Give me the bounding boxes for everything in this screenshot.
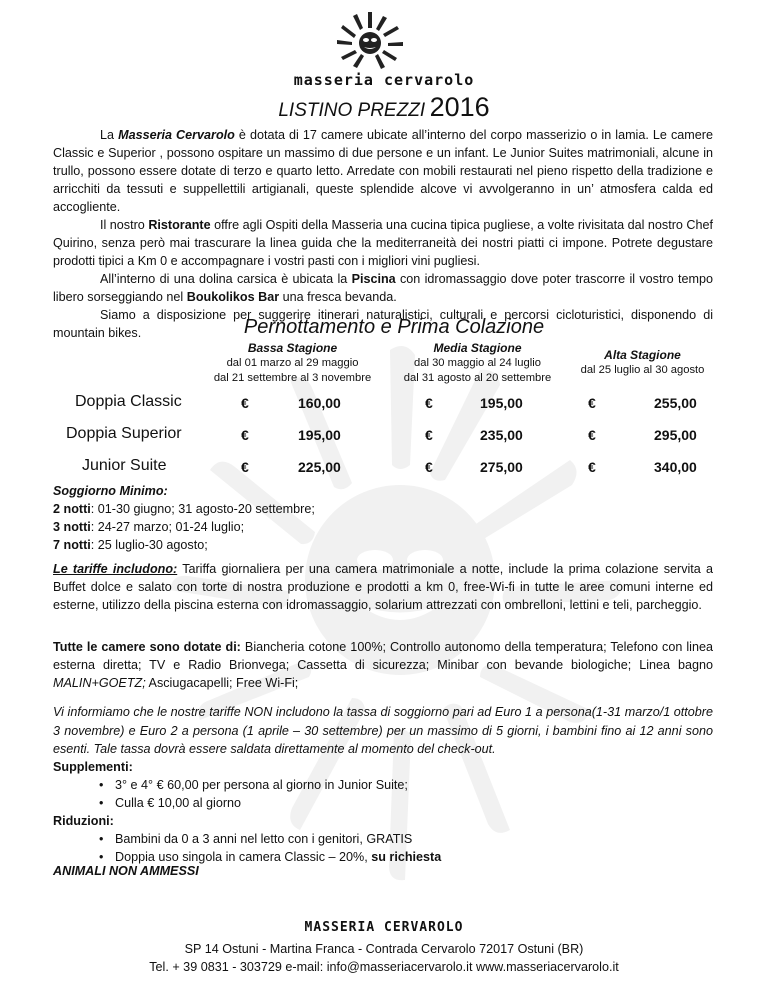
season-high-line1: dal 25 luglio al 30 agosto — [580, 364, 705, 376]
min-stay-label: 2 notti — [53, 502, 91, 516]
minimum-stay-item — [53, 536, 713, 554]
reductions-list — [53, 830, 713, 866]
season-high-name: Alta Stagione — [604, 348, 681, 362]
rooms-text-2: Asciugacapelli; Free Wi-Fi; — [145, 676, 299, 690]
currency-symbol: € — [241, 459, 249, 475]
min-stay-text: : 24-27 marzo; 01-24 luglio; — [90, 520, 245, 534]
min-stay-label: 7 notti — [53, 538, 91, 552]
intro-p1-pre: La — [100, 128, 119, 142]
price-cell: 195,00 — [480, 395, 523, 411]
intro-p1-post: è dotata di 17 camere ubicate all’interno del corpo masserizio o in lamia. Le camere Classic e Superior , possono ospitare un massimo di due persone e un infant. Le Junior Suites matrimoniali, alcune in trullo, possono essere dotate di terzo e quarto letto. Arredate con mobili restaurati nel pieno rispetto della tradizione e arricchiti da tessuti e suppellettili artigianali, queste splendide alcove vi avvolgeranno in un’ atmosfera calda ed accogliente. — [53, 128, 713, 214]
currency-symbol: € — [425, 395, 433, 411]
currency-symbol: € — [588, 427, 596, 443]
intro-paragraph-1 — [53, 126, 713, 216]
page-title — [0, 92, 768, 123]
includes-label: Le tariffe includono: — [53, 562, 178, 576]
season-low-line2: dal 21 settembre al 3 novembre — [213, 372, 372, 384]
intro-p2-post: offre agli Ospiti della Masseria una cucina tipica pugliese, a volte rivisitata dal nostro Chef Quirino, senza però mai trascurare la linea guida che la mediterraneità dei nostri piatti ci impone. Potrete degustare prodotti tipici a Km 0 e accompagnare i vostri pasti con i migliori vini pugliesi. — [53, 218, 713, 268]
intro-paragraph-4: Siamo a disposizione per suggerire itinerari naturalistici, culturali e percorsi cicloturistici, disponendo di mountain bikes. — [53, 308, 713, 340]
reduction-item-bold: su richiesta — [371, 850, 442, 864]
price-cell: 275,00 — [480, 459, 523, 475]
currency-symbol: € — [241, 427, 249, 443]
footer-address: SP 14 Ostuni - Martina Franca - Contrada Cervarolo 72017 Ostuni (BR) — [184, 942, 584, 956]
price-cell: 295,00 — [654, 427, 697, 443]
price-cell: 340,00 — [654, 459, 697, 475]
season-low — [205, 341, 380, 386]
room-amenities — [53, 638, 713, 692]
brand-name: masseria cervarolo — [293, 71, 475, 89]
rooms-text-italic: MALIN+GOETZ; — [53, 676, 146, 690]
intro-p3-pre: All’interno di una dolina carsica è ubicata la — [100, 272, 352, 286]
footer-contact: Tel. + 39 0831 - 303729 e-mail: info@masseriacervarolo.it www.masseriacervarolo.it — [149, 960, 619, 974]
price-cell: 225,00 — [298, 459, 341, 475]
currency-symbol: € — [425, 459, 433, 475]
animals-notice: ANIMALI NON AMMESSI — [53, 864, 199, 878]
supplements-reductions — [53, 758, 713, 866]
price-cell: 255,00 — [654, 395, 697, 411]
currency-symbol: € — [425, 427, 433, 443]
intro-p2-pre: Il nostro — [100, 218, 149, 232]
min-stay-text: : 01-30 giugno; 31 agosto-20 settembre; — [90, 502, 315, 516]
masseria-sun-logo — [335, 10, 405, 70]
includes-text: Tariffa giornaliera per una camera matrimoniale a notte, include la prima colazione servita a Buffet dolce e salato con torte di nostra produzione e prodotti a km 0, free-Wi-fi in tutte le aree comuni interne ed esterne, utilizzo della piscina esterna con idromassaggio, solarium attrezzati con ombrelloni, lettini e teli, parcheggio. — [53, 562, 713, 612]
rooms-label: Tutte le camere sono dotate di: — [53, 640, 241, 654]
min-stay-text: : 25 luglio-30 agosto; — [90, 538, 208, 552]
price-cell: 195,00 — [298, 427, 341, 443]
tourist-tax-note: Vi informiamo che le nostre tariffe NON includono la tassa di soggiorno pari ad Euro 1 a persona(1-31 marzo/1 ottobre 3 novembre) e Euro 2 a persona (1 aprile – 30 settembre) per un massimo di 5 giorni, i bambini fino ai 12 anni sono esenti. Tale tassa dovrà essere saldata direttamente al momento del check-out. — [53, 705, 713, 756]
intro-paragraph-3 — [53, 270, 713, 306]
season-mid — [390, 341, 565, 386]
minimum-stay-item — [53, 518, 713, 536]
price-cell: 235,00 — [480, 427, 523, 443]
season-mid-line1: dal 30 maggio al 24 luglio — [414, 357, 541, 369]
supplement-item: • Culla € 10,00 al giorno — [99, 794, 713, 812]
minimum-stay — [53, 482, 713, 554]
intro-p1-name: Masseria Cervarolo — [118, 128, 235, 142]
season-low-line1: dal 01 marzo al 29 maggio — [226, 357, 359, 369]
reduction-item-text: Doppia uso singola in camera Classic – 20%, — [115, 850, 372, 864]
reductions-title: Riduzioni: — [53, 814, 114, 828]
title-year: 2016 — [429, 92, 490, 122]
intro-p3-post: una fresca bevanda. — [279, 290, 397, 304]
currency-symbol: € — [241, 395, 249, 411]
season-low-name: Bassa Stagione — [247, 341, 338, 355]
currency-symbol: € — [588, 395, 596, 411]
intro-paragraph-2 — [53, 216, 713, 270]
rooms-text-1: Biancheria cotone 100%; Controllo autonomo della temperatura; Telefono con linea esterna diretta; TV e Radio Brionvega; Cassetta di sicurezza; Minibar con bevande biologiche; Linea bagno — [53, 640, 713, 672]
title-text: LISTINO PREZZI — [278, 100, 426, 121]
row-label-doppia-superior: Doppia Superior — [66, 425, 182, 442]
season-high — [570, 348, 715, 378]
pricing-title: Pernottamento e Prima Colazione — [243, 316, 545, 338]
currency-symbol: € — [588, 459, 596, 475]
minimum-stay-title: Soggiorno Minimo: — [53, 484, 168, 498]
intro-p3-mid: con idromassaggio dove poter trascorre il vostro tempo libero sorseggiando nel — [53, 272, 713, 304]
reduction-item: • Bambini da 0 a 3 anni nel letto con i genitori, GRATIS — [99, 830, 713, 848]
rates-include — [53, 560, 713, 614]
row-label-doppia-classic: Doppia Classic — [75, 393, 182, 410]
footer-brand: MASSERIA CERVAROLO — [304, 920, 464, 935]
intro-p3-bold2: Boukolikos Bar — [186, 290, 280, 304]
supplements-list — [53, 776, 713, 812]
intro-text — [53, 126, 713, 342]
min-stay-label: 3 notti — [53, 520, 91, 534]
price-cell: 160,00 — [298, 395, 341, 411]
supplements-title: Supplementi: — [53, 760, 133, 774]
intro-p2-bold: Ristorante — [148, 218, 211, 232]
row-label-junior-suite: Junior Suite — [82, 457, 167, 474]
season-mid-name: Media Stagione — [433, 341, 522, 355]
minimum-stay-item — [53, 500, 713, 518]
supplement-item: • 3° e 4° € 60,00 per persona al giorno in Junior Suite; — [99, 776, 713, 794]
intro-p3-bold1: Piscina — [351, 272, 396, 286]
season-mid-line2: dal 31 agosto al 20 settembre — [403, 372, 552, 384]
